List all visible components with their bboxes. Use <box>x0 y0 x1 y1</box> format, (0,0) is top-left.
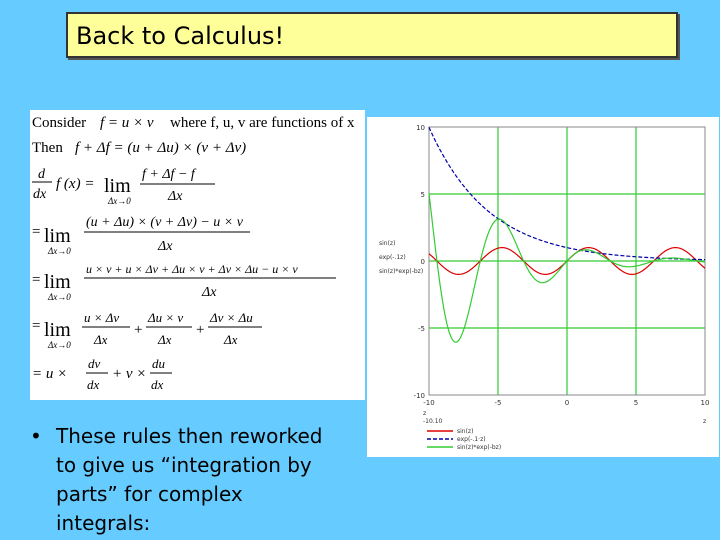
y-axis-label: sin(z)*exp(-bz) <box>379 268 424 275</box>
frac2-num: Δu × v <box>148 310 184 325</box>
legend-label: exp(-.1·z) <box>457 436 486 443</box>
deriv-d: d <box>38 167 45 182</box>
y-tick-label: 0 <box>420 258 425 266</box>
plus-2: + <box>196 322 205 338</box>
lim-3: lim <box>44 271 71 293</box>
x-tick-label: 0 <box>564 399 570 407</box>
line4-num: (u + Δu) × (v + Δv) − u × v <box>86 215 243 230</box>
lim-4: lim <box>44 319 71 341</box>
functions-note: where f, u, v are functions of x <box>170 115 355 131</box>
increment-expr: f + Δf = (u + Δu) × (v + Δv) <box>75 140 247 156</box>
frac1-den: Δx <box>94 332 108 347</box>
lim-sub-1: Δx→0 <box>108 196 131 206</box>
line5-den: Δx <box>202 285 217 300</box>
eq-6: = <box>32 318 41 334</box>
product-expr: f = u × v <box>100 115 154 131</box>
line5-num: u × v + u × Δv + Δu × v + Δv × Δu − u × v <box>86 262 298 276</box>
lim-sub-3: Δx→0 <box>48 292 71 302</box>
line7-mid: + v × <box>112 366 147 382</box>
title-box <box>66 12 678 58</box>
derivation-formulas <box>30 110 365 400</box>
line3-den: Δx <box>168 189 183 204</box>
line3-num: f + Δf − f <box>142 167 195 182</box>
x-tick-label: 10 <box>700 399 710 407</box>
bullet-text: These rules then reworked to give us “integration by parts” for complex integrals: <box>56 424 323 535</box>
y-tick-label: -10 <box>413 392 425 400</box>
plot-ylabels <box>379 240 423 275</box>
lim-1: lim <box>104 175 131 197</box>
graph-panel <box>367 117 719 457</box>
frac2-den: Δx <box>158 332 172 347</box>
eq-4: = <box>32 224 41 240</box>
derivation-panel <box>30 110 365 400</box>
x-range-label: -10.10 <box>423 418 443 425</box>
x-tick-label: -5 <box>494 399 502 407</box>
x-tick-label: 5 <box>633 399 639 407</box>
eq-5: = <box>32 272 41 288</box>
y-tick-label: 5 <box>420 191 425 199</box>
fx-label: f (x) = <box>56 176 95 192</box>
line7-start: = u × <box>32 366 68 382</box>
consider-label: Consider <box>32 115 87 131</box>
function-plot <box>367 117 719 457</box>
then-label: Then <box>32 140 63 156</box>
x-range-label: z <box>703 418 707 425</box>
lim-2: lim <box>44 225 71 247</box>
bullet-point <box>30 422 330 538</box>
x-tick-label: -10 <box>423 399 435 407</box>
lim-sub-2: Δx→0 <box>48 246 71 256</box>
y-tick-label: -5 <box>418 325 425 333</box>
y-axis-label: exp(-.1z) <box>379 254 406 261</box>
line7-du: du <box>152 356 165 371</box>
legend-label: sin(z)*exp(-bz) <box>457 444 502 451</box>
x-range-label: z <box>423 410 427 417</box>
slide-title: Back to Calculus! <box>76 22 285 50</box>
y-axis-label: sin(z) <box>379 240 396 247</box>
lim-sub-4: Δx→0 <box>48 340 71 350</box>
line7-dv: dv <box>88 356 101 371</box>
line4-den: Δx <box>158 239 173 254</box>
legend-label: sin(z) <box>457 428 474 435</box>
y-tick-label: 10 <box>416 124 425 132</box>
plus-1: + <box>134 322 143 338</box>
deriv-dx: dx <box>33 187 47 202</box>
frac1-num: u × Δv <box>84 310 120 325</box>
plot-legend <box>427 428 501 451</box>
frac3-num: Δv × Δu <box>210 310 253 325</box>
frac3-den: Δx <box>224 332 238 347</box>
bullet-dot: • <box>30 424 42 448</box>
line7-dx-2: dx <box>151 377 164 392</box>
line7-dx-1: dx <box>87 377 100 392</box>
